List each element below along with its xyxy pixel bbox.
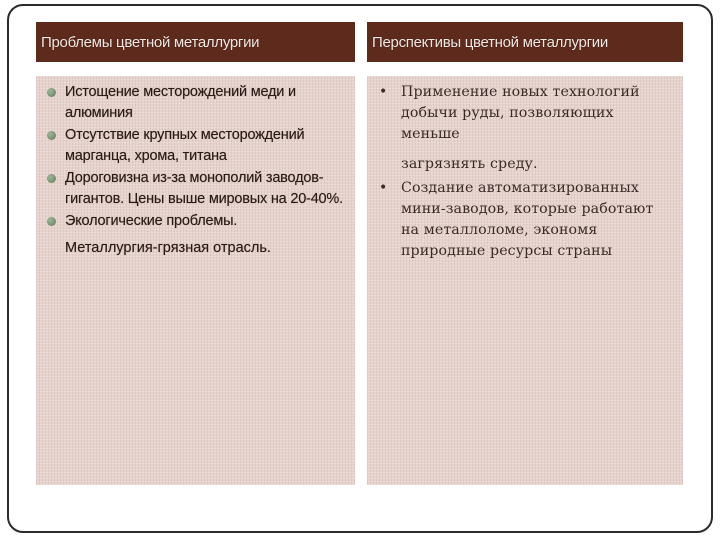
left-column-header (36, 22, 355, 62)
list-item-text: Истощение месторождений меди и алюминия (65, 84, 296, 121)
list-item (375, 82, 675, 175)
bullet-icon (47, 131, 56, 140)
list-item-text: Отсутствие крупных месторождений марганца, хрома, титана (65, 127, 305, 164)
list-tail-text: Металлургия-грязная отрасль. (65, 239, 271, 256)
list-item (45, 211, 345, 232)
list-item-text: Применение новых технологий добычи руды, позволяющих меньше (401, 84, 640, 142)
bullet-icon (47, 88, 56, 97)
right-column-header (367, 22, 683, 62)
bullet-icon: • (379, 84, 388, 100)
list-item (375, 178, 675, 262)
list-item-text-continued: загрязнять среду. (401, 156, 538, 172)
list-item-text: Дороговизна из-за монополий заводов- гигантов. Цены выше мировых на 20-40%. (65, 170, 343, 207)
list-item (45, 125, 345, 166)
list-item (45, 82, 345, 123)
list-item-text: Экологические проблемы. (65, 213, 238, 229)
left-header-text: Проблемы цветной металлургии (41, 33, 260, 51)
left-column-body (36, 76, 355, 485)
problems-list (45, 82, 345, 256)
prospects-list (375, 82, 675, 262)
right-column-body (367, 76, 683, 485)
bullet-icon (47, 217, 56, 226)
bullet-icon: • (379, 180, 388, 196)
bullet-icon (47, 174, 56, 183)
list-item-text: Создание автоматизированных мини-заводов, которые работают на металлоломе, экономя природные ресурсы страны (401, 180, 654, 259)
right-header-text: Перспективы цветной металлургии (372, 33, 608, 51)
list-item (45, 168, 345, 209)
